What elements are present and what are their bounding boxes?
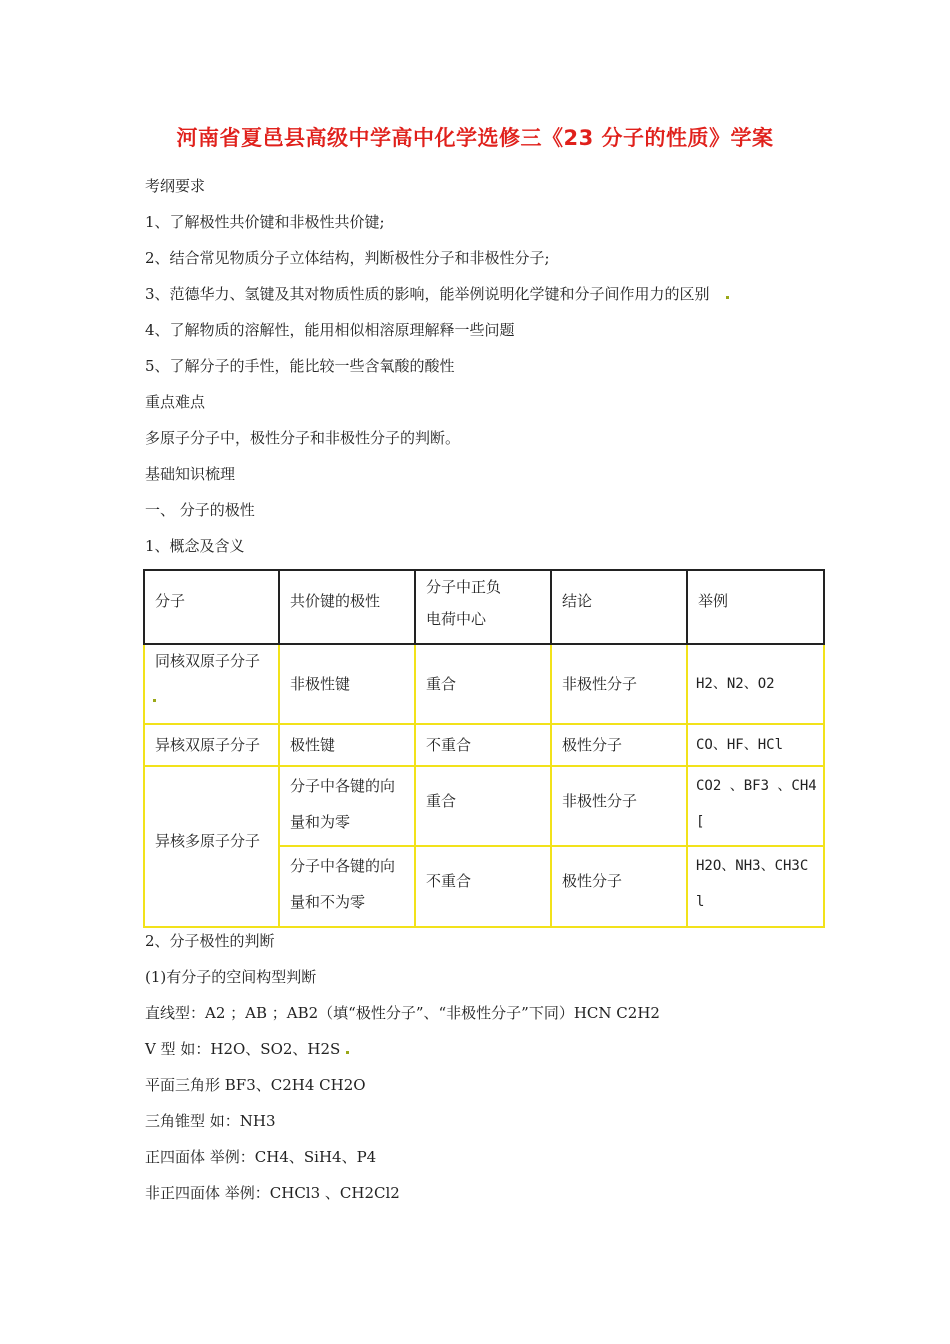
table-cell: 重合: [426, 792, 457, 810]
table-cell: 量和不为零: [290, 893, 366, 911]
table-border: [143, 645, 145, 928]
table-cell: l: [696, 894, 705, 910]
table-cell: 量和为零: [290, 813, 351, 831]
text-line: 1、概念及含义: [145, 537, 245, 555]
text-line: 直线型：A2 ；AB ；AB2（填“极性分子”、“非极性分子”下同）HCN C2H2: [145, 1004, 660, 1022]
table-border: [143, 569, 825, 571]
text-line: (1)有分子的空间构型判断: [145, 968, 317, 986]
table-cell: 分子中各键的向: [290, 857, 396, 875]
table-border: [823, 645, 825, 928]
table-cell: 异核双原子分子: [155, 736, 261, 754]
table-cell: [: [696, 814, 705, 830]
table-cell: 不重合: [426, 736, 472, 754]
table-header: 电荷中心: [426, 610, 487, 628]
page-title: 河南省夏邑县高级中学高中化学选修三《23 分子的性质》学案: [176, 126, 774, 150]
text-line: 5、了解分子的手性，能比较一些含氧酸的酸性: [145, 357, 455, 375]
table-cell: CO2 、BF3 、CH4: [696, 778, 817, 794]
table-cell: 非极性键: [290, 675, 351, 693]
table-cell: CO、HF、HCl: [696, 737, 784, 753]
section-heading: 2、分子极性的判断: [145, 932, 275, 950]
table-border: [143, 926, 825, 928]
table-cell: 极性分子: [562, 872, 623, 890]
text-line: 一、 分子的极性: [145, 501, 255, 519]
text-line-v-text: V 型 如：H2O、SO2、H2S: [145, 1040, 341, 1058]
text-line-3: [145, 284, 729, 304]
table-cell: 重合: [426, 675, 457, 693]
text-line-3-text: 3、范德华力、氢键及其对物质性质的影响，能举例说明化学键和分子间作用力的区别: [145, 285, 710, 303]
dot-mark: [726, 296, 729, 299]
table-cell: 非极性分子: [562, 675, 638, 693]
section-heading: 考纲要求: [145, 177, 206, 195]
table-cell: H2O、NH3、CH3C: [696, 858, 809, 874]
table-header: 举例: [698, 592, 729, 610]
table-cell: H2、N2、O2: [696, 676, 775, 692]
text-line: 多原子分子中，极性分子和非极性分子的判断。: [145, 429, 461, 447]
section-heading: 基础知识梳理: [145, 465, 236, 483]
dot-mark: [346, 1051, 349, 1054]
text-line: 三角锥型 如：NH3: [145, 1112, 276, 1130]
table-cell: 极性分子: [562, 736, 623, 754]
text-line-v: [145, 1039, 349, 1059]
polarity-table: [143, 569, 825, 928]
table-cell: 极性键: [290, 736, 336, 754]
table-cell: 不重合: [426, 872, 472, 890]
dot-mark: [153, 699, 156, 702]
table-border: [143, 765, 825, 767]
table-header: 分子中正负: [426, 578, 502, 596]
text-line: 平面三角形 BF3、C2H4 CH2O: [145, 1076, 366, 1094]
text-line: 正四面体 举例：CH4、SiH4、P4: [145, 1148, 377, 1166]
table-header: 共价键的极性: [290, 592, 381, 610]
table-header: 分子: [155, 592, 186, 610]
text-line: 1、了解极性共价键和非极性共价键;: [145, 213, 385, 231]
table-header: 结论: [562, 592, 593, 610]
table-cell: 分子中各键的向: [290, 777, 396, 795]
section-heading: 重点难点: [145, 393, 206, 411]
table-cell: 非极性分子: [562, 792, 638, 810]
table-border: [823, 569, 825, 645]
table-cell: 同核双原子分子: [155, 652, 261, 670]
text-line: 4、了解物质的溶解性，能用相似相溶原理解释一些问题: [145, 321, 515, 339]
text-line: 2、结合常见物质分子立体结构，判断极性分子和非极性分子;: [145, 249, 550, 267]
table-cell: 异核多原子分子: [155, 832, 261, 850]
text-line: 非正四面体 举例：CHCl3 、CH2Cl2: [145, 1184, 400, 1202]
